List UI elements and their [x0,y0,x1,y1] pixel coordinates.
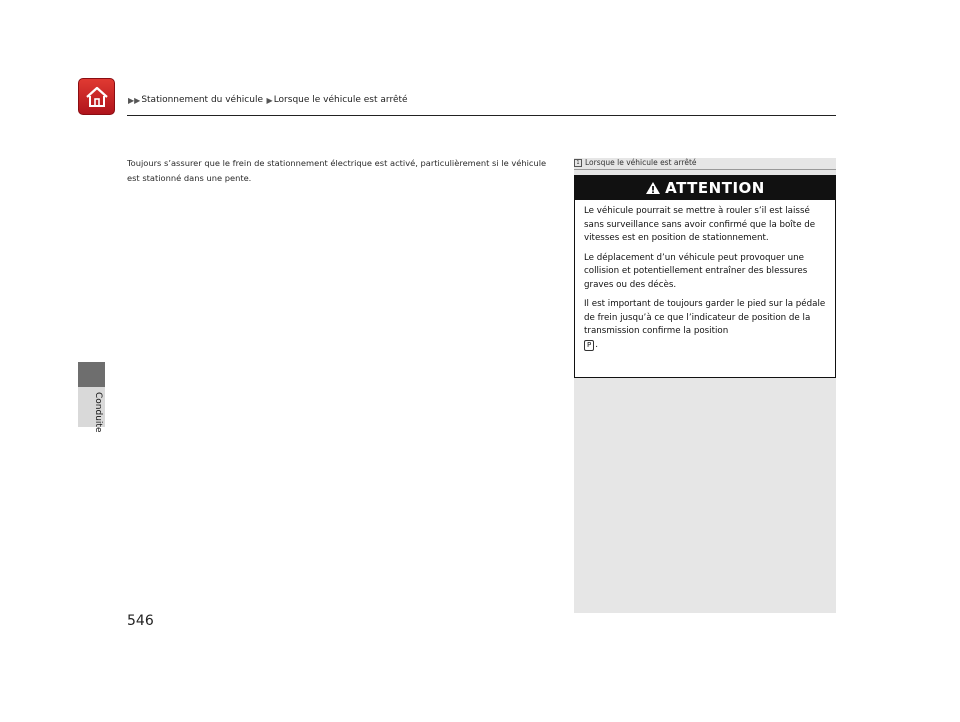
warning-paragraph-3-text: Il est important de toujours garder le pied sur la pédale de frein jusqu’à ce que l’indicateur de position de la transmission confirme la position [584,299,826,336]
warning-paragraph-3-end: . [595,339,598,350]
home-button[interactable] [78,78,115,115]
section-tab-label: Conduite [93,392,103,433]
main-paragraph: Toujours s’assurer que le frein de stationnement électrique est activé, particulièrement si le véhicule est stationné dans une pente. [127,158,547,183]
breadcrumb [127,95,408,105]
warning-box [574,175,836,378]
home-icon [84,85,110,109]
page-number: 546 [127,613,154,629]
breadcrumb-item-1[interactable]: Stationnement du véhicule [141,95,263,105]
warning-body [575,200,835,352]
warning-paragraph-1: Le véhicule pourrait se mettre à rouler s’il est laissé sans surveillance sans avoir confirmé que la boîte de vitesses est en position de stationnement. [584,206,816,243]
section-tab-active[interactable] [78,362,105,387]
breadcrumb-item-2[interactable]: Lorsque le véhicule est arrêté [273,95,408,105]
header-divider [127,115,836,116]
warning-heading: ATTENTION [665,179,765,197]
breadcrumb-arrow-icon: ▶▶ [128,95,141,105]
warning-paragraph-3 [584,298,826,352]
warning-triangle-icon [645,181,661,195]
side-note-title [574,158,836,170]
park-position-icon: P [584,340,594,351]
side-note-title-text: Lorsque le véhicule est arrêté [585,158,697,167]
warning-header [575,176,835,200]
warning-paragraph-2: Le déplacement d’un véhicule peut provoquer une collision et potentiellement entraîner des blessures graves ou des décès. [584,252,808,290]
breadcrumb-arrow-icon: ▶ [263,95,273,105]
note-marker-icon: 1 [574,159,582,167]
